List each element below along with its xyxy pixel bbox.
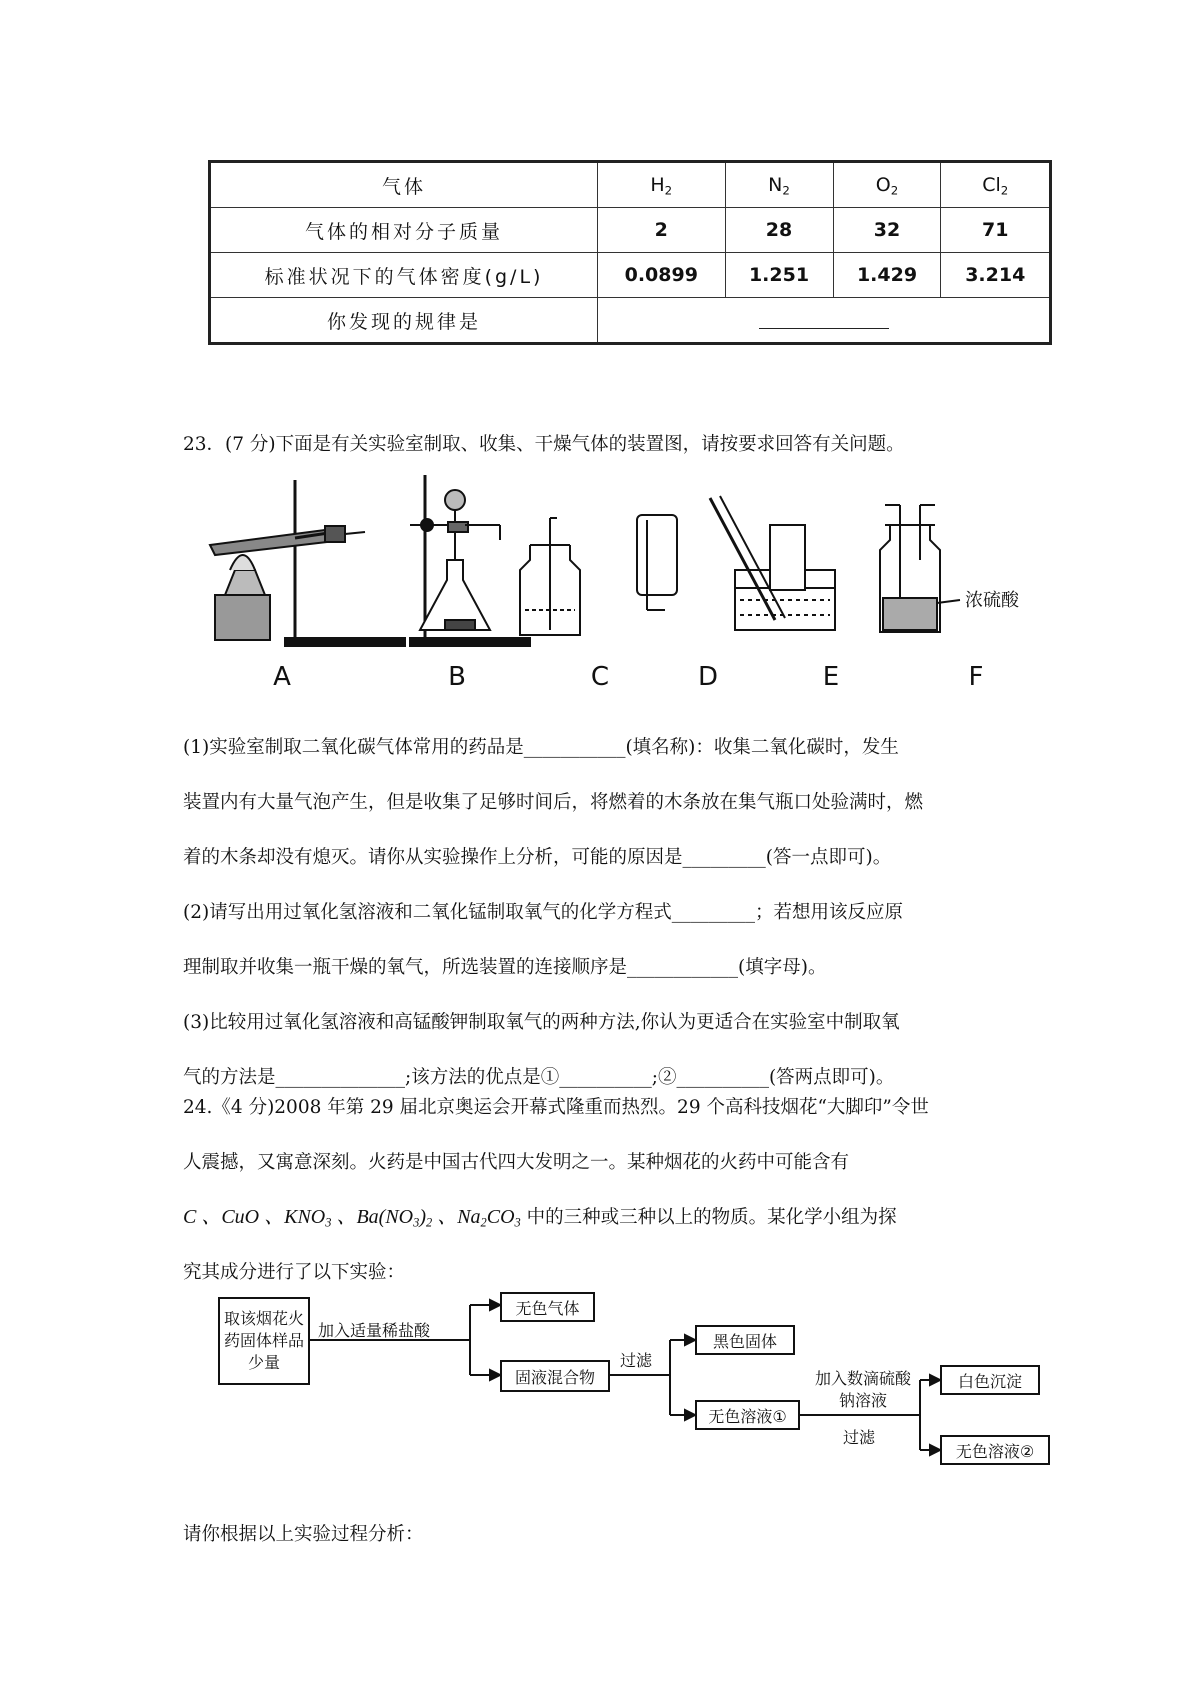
- flow-black-solid-box: 黑色固体: [695, 1325, 795, 1355]
- apparatus-e: [710, 496, 835, 630]
- gas-cl2: $Cl_2$: [941, 162, 1051, 208]
- flow-colorless-gas-box: 无色气体: [500, 1292, 595, 1322]
- apparatus-a: [210, 480, 405, 646]
- mass-cell: 32: [833, 208, 941, 253]
- text-line-tail: 中的三种或三种以上的物质。某化学小组为探: [526, 1207, 897, 1228]
- formula-list: C 、CuO 、$KNO_3$ 、$Ba(NO_3)_2$ 、$Na_2CO_3$: [183, 1206, 521, 1230]
- rule-answer-cell: [598, 298, 1051, 344]
- flow-mixture-box: 固液混合物: [500, 1360, 610, 1392]
- text-line: 24.《4 分)2008 年第 29 届北京奥运会开幕式隆重而热烈。29 个高科技烟花“大脚印”令世: [183, 1097, 929, 1118]
- text-line: 气的方法是______________;该方法的优点是①__________;②__________(答两点即可)。: [183, 1067, 895, 1088]
- apparatus-label-d: D: [697, 662, 719, 692]
- mass-cell: 28: [725, 208, 833, 253]
- density-cell: 1.251: [725, 253, 833, 298]
- flow-solution1-box: 无色溶液①: [695, 1400, 800, 1430]
- table-row: [210, 253, 1051, 298]
- text-line: 着的木条却没有熄灭。请你从实验操作上分析，可能的原因是_________(答一点即可)。: [183, 847, 892, 868]
- flow-solution2-box: 无色溶液②: [940, 1435, 1050, 1465]
- q23-title: 23．(7 分)下面是有关实验室制取、收集、干燥气体的装置图，请按要求回答有关问题。: [183, 434, 905, 455]
- text-line: 装置内有大量气泡产生，但是收集了足够时间后，将燃着的木条放在集气瓶口处验满时，燃: [183, 792, 924, 813]
- q23-part2: [183, 885, 1043, 995]
- density-cell: 1.429: [833, 253, 941, 298]
- flow-add-na2so4-label: 加入数滴硫酸钠溶液: [814, 1369, 911, 1410]
- text-line: 究其成分进行了以下实验：: [183, 1262, 406, 1283]
- density-cell: 0.0899: [598, 253, 726, 298]
- density-cell: 3.214: [941, 253, 1051, 298]
- apparatus-b: [410, 475, 530, 646]
- text-line: 人震撼，又寓意深刻。火药是中国古代四大发明之一。某种烟花的火药中可能含有: [183, 1152, 850, 1173]
- row-rule-label: 你发现的规律是: [210, 298, 598, 344]
- gas-density-table: [208, 160, 1052, 345]
- lab-apparatus-figure: [195, 470, 1125, 660]
- apparatus-d: [637, 515, 677, 610]
- flow-white-precipitate-box: 白色沉淀: [940, 1365, 1040, 1395]
- gas-h2: $H_2$: [598, 162, 726, 208]
- q23-part1: [183, 720, 1043, 885]
- apparatus-label-e: E: [822, 662, 840, 692]
- apparatus-c: [520, 518, 580, 635]
- text-line: (1)实验室制取二氧化碳气体常用的药品是___________(填名称)：收集二氧化碳时，发生: [183, 737, 899, 758]
- flow-filter2-label: 过滤: [843, 1428, 876, 1447]
- flow-filter1-label: 过滤: [620, 1351, 653, 1370]
- apparatus-label-b: B: [448, 662, 466, 692]
- mass-cell: 2: [598, 208, 726, 253]
- q24-closing: 请你根据以上实验过程分析：: [183, 1524, 424, 1545]
- flow-sample-box: 取该烟花火药固体样品少量: [218, 1297, 310, 1385]
- apparatus-label-f: F: [968, 662, 984, 692]
- apparatus-label-a: A: [273, 662, 291, 692]
- table-row: [210, 298, 1051, 344]
- text-line: (3)比较用过氧化氢溶液和高锰酸钾制取氧气的两种方法,你认为更适合在实验室中制取氧: [183, 1012, 900, 1033]
- text-line: (2)请写出用过氧化氢溶液和二氧化锰制取氧气的化学方程式_________；若想用该反应原: [183, 902, 903, 923]
- row-density-label: 标准状况下的气体密度(g/L): [210, 253, 598, 298]
- table-row: [210, 162, 1051, 208]
- table-row: [210, 208, 1051, 253]
- q24-intro: [183, 1080, 1043, 1300]
- flow-add-acid-label: 加入适量稀盐酸: [318, 1321, 431, 1340]
- text-line: [183, 1190, 1043, 1245]
- gas-n2: $N_2$: [725, 162, 833, 208]
- table-header-gas: 气体: [210, 162, 598, 208]
- apparatus-f: [880, 505, 960, 632]
- gas-o2: $O_2$: [833, 162, 941, 208]
- answer-blank: [759, 306, 889, 329]
- mass-cell: 71: [941, 208, 1051, 253]
- concentrated-sulfuric-acid-label: 浓硫酸: [965, 590, 1019, 611]
- row-mass-label: 气体的相对分子质量: [210, 208, 598, 253]
- apparatus-label-c: C: [590, 662, 610, 692]
- text-line: 理制取并收集一瓶干燥的氧气，所选装置的连接顺序是____________(填字母)。: [183, 957, 827, 978]
